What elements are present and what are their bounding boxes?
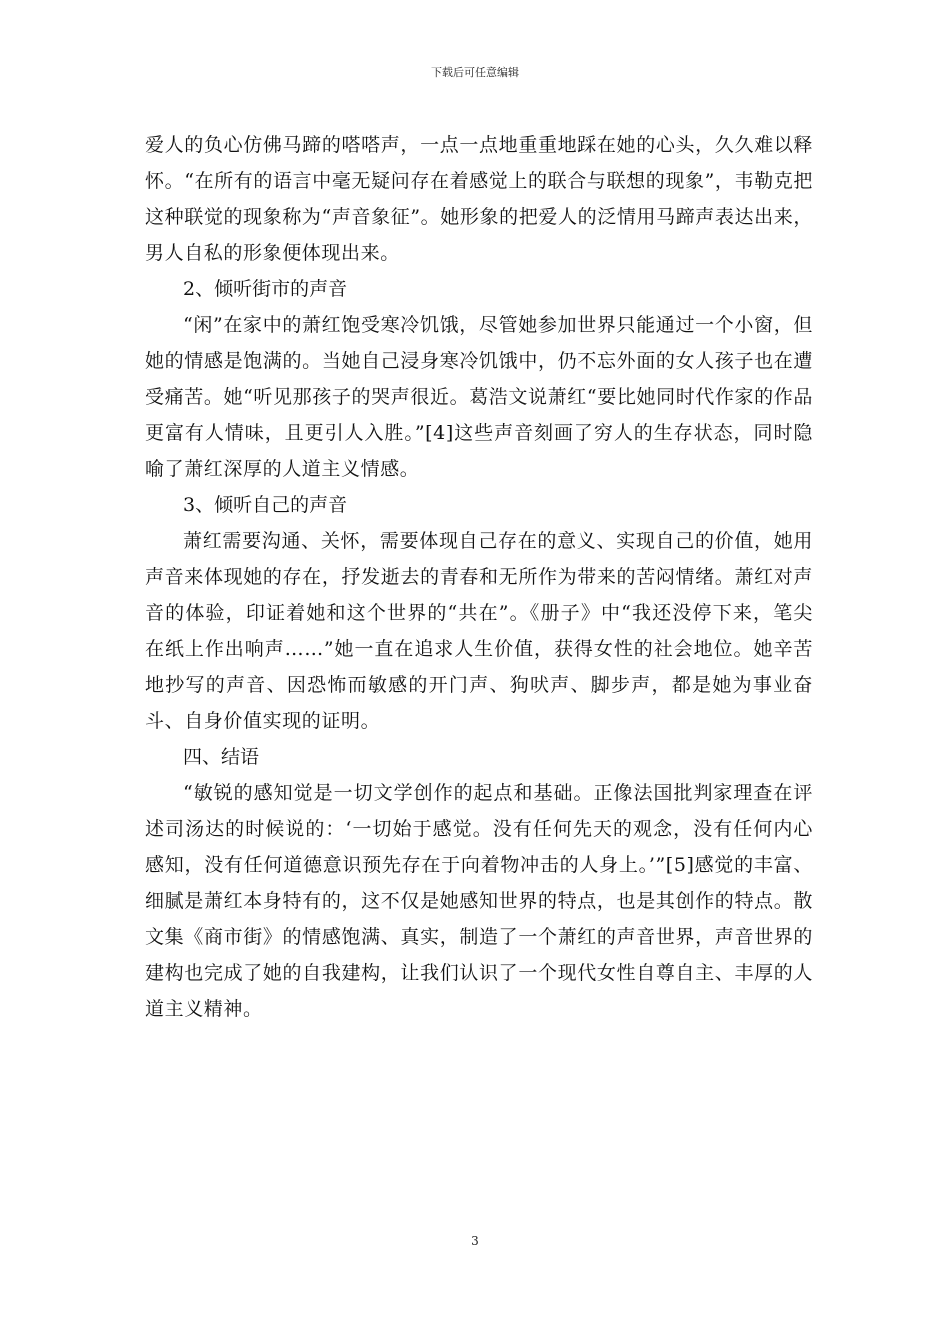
paragraph-street-sounds: “闲”在家中的萧红饱受寒冷饥饿，尽管她参加世界只能通过一个小窗，但她的情感是饱满的。当她自己浸身寒冷饥饿中，仍不忘外面的女人孩子也在遭受痛苦。她“听见那孩子的哭声很近。葛浩文说萧红“要比她同时代作家的作品更富有人情味，且更引人入胜。”[4]这些声音刻画了穷人的生存状态，同时隐喻了萧红深厚的人道主义情感。 [145, 314, 813, 480]
section-heading-conclusion: 四、结语 [183, 746, 260, 768]
page-header: 下载后可任意编辑 [431, 66, 519, 79]
paragraph-conclusion: “敏锐的感知觉是一切文学创作的起点和基础。正像法国批判家理查在评述司汤达的时候说的：‘一切始于感觉。没有任何先天的观念，没有任何内心感知，没有任何道德意识预先存在于向着物冲击的人身上。’”[5]感觉的丰富、细腻是萧红本身特有的，这不仅是她感知世界的特点，也是其创作的特点。散文集《商市街》的情感饱满、真实，制造了一个萧红的声音世界，声音世界的建构也完成了她的自我建构，让我们认识了一个现代女性自尊自主、丰厚的人道主义精神。 [145, 782, 813, 1020]
section-heading-own-sounds: 3、倾听自己的声音 [183, 494, 348, 516]
section-heading-street-sounds: 2、倾听街市的声音 [183, 278, 348, 300]
page-number: 3 [471, 1234, 479, 1248]
document-body [145, 127, 813, 1027]
paragraph-own-sounds: 萧红需要沟通、关怀，需要体现自己存在的意义、实现自己的价值，她用声音来体现她的存在，抒发逝去的青春和无所作为带来的苦闷情绪。萧红对声音的体验，印证着她和这个世界的“共在”。《册子》中“我还没停下来，笔尖在纸上作出响声……”她一直在追求人生价值，获得女性的社会地位。她辛苦地抄写的声音、因恐怖而敏感的开门声、狗吠声、脚步声，都是她为事业奋斗、自身价值实现的证明。 [145, 530, 813, 732]
paragraph-continuation: 爱人的负心仿佛马蹄的嗒嗒声，一点一点地重重地踩在她的心头，久久难以释怀。“在所有的语言中毫无疑问存在着感觉上的联合与联想的现象”，韦勒克把这种联觉的现象称为“声音象征”。她形象的把爱人的泛情用马蹄声表达出来，男人自私的形象便体现出来。 [145, 134, 813, 264]
